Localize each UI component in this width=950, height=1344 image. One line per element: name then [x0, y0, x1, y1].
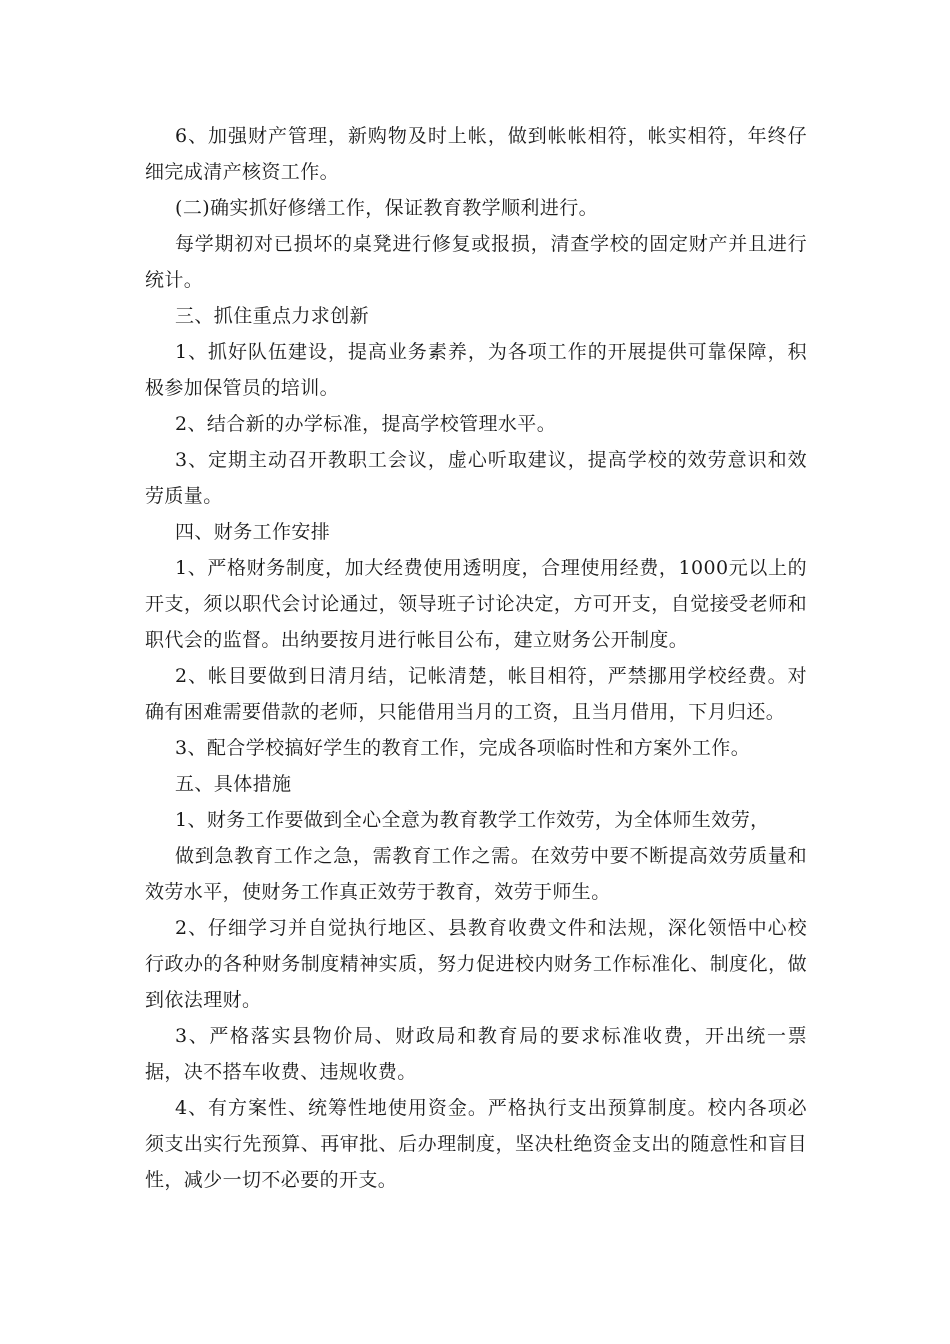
paragraph-fees: 3、严格落实县物价局、财政局和教育局的要求标准收费，开出统一票据，决不搭车收费、违规收费。 [145, 1025, 807, 1083]
paragraph-repair-heading: (二)确实抓好修缮工作，保证教育教学顺利进行。 [175, 197, 599, 219]
paragraph-team-building: 1、抓好队伍建设，提高业务素养，为各项工作的开展提供可靠保障，积极参加保管员的培训。 [145, 341, 807, 399]
paragraph-service: 1、财务工作要做到全心全意为教育教学工作效劳，为全体师生效劳， [175, 809, 770, 831]
paragraph-school-standard: 2、结合新的办学标准，提高学校管理水平。 [175, 413, 557, 435]
paragraph-accounts: 2、帐目要做到日清月结，记帐清楚，帐目相符，严禁挪用学校经费。对确有困难需要借款的老师，只能借用当月的工资，且当月借用，下月归还。 [145, 665, 807, 723]
paragraph-regulations: 2、仔细学习并自觉执行地区、县教育收费文件和法规，深化领悟中心校行政办的各种财务制度精神实质，努力促进校内财务工作标准化、制度化，做到依法理财。 [145, 917, 807, 1011]
section-heading-innovation: 三、抓住重点力求创新 [175, 305, 370, 327]
paragraph-staff-meeting: 3、定期主动召开教职工会议，虚心听取建议，提高学校的效劳意识和效劳质量。 [145, 449, 807, 507]
paragraph-property-management: 6、加强财产管理，新购物及时上帐，做到帐帐相符，帐实相符，年终仔细完成清产核资工作。 [145, 125, 807, 183]
section-heading-measures: 五、具体措施 [175, 773, 292, 795]
paragraph-student-education: 3、配合学校搞好学生的教育工作，完成各项临时性和方案外工作。 [175, 737, 751, 759]
section-heading-finance-arrangement: 四、财务工作安排 [175, 521, 331, 543]
paragraph-service-continued: 做到急教育工作之急，需教育工作之需。在效劳中要不断提高效劳质量和效劳水平，使财务工作真正效劳于教育，效劳于师生。 [145, 845, 807, 903]
paragraph-repair-detail: 每学期初对已损坏的桌凳进行修复或报损，清查学校的固定财产并且进行统计。 [145, 233, 807, 291]
paragraph-finance-system: 1、严格财务制度，加大经费使用透明度，合理使用经费，1000元以上的开支，须以职代会讨论通过，领导班子讨论决定，方可开支，自觉接受老师和职代会的监督。出纳要按月进行帐目公布，建立财务公开制度。 [145, 557, 807, 651]
paragraph-budget: 4、有方案性、统筹性地使用资金。严格执行支出预算制度。校内各项必须支出实行先预算、再审批、后办理制度，坚决杜绝资金支出的随意性和盲目性，减少一切不必要的开支。 [145, 1097, 807, 1191]
document-body [145, 118, 807, 1198]
